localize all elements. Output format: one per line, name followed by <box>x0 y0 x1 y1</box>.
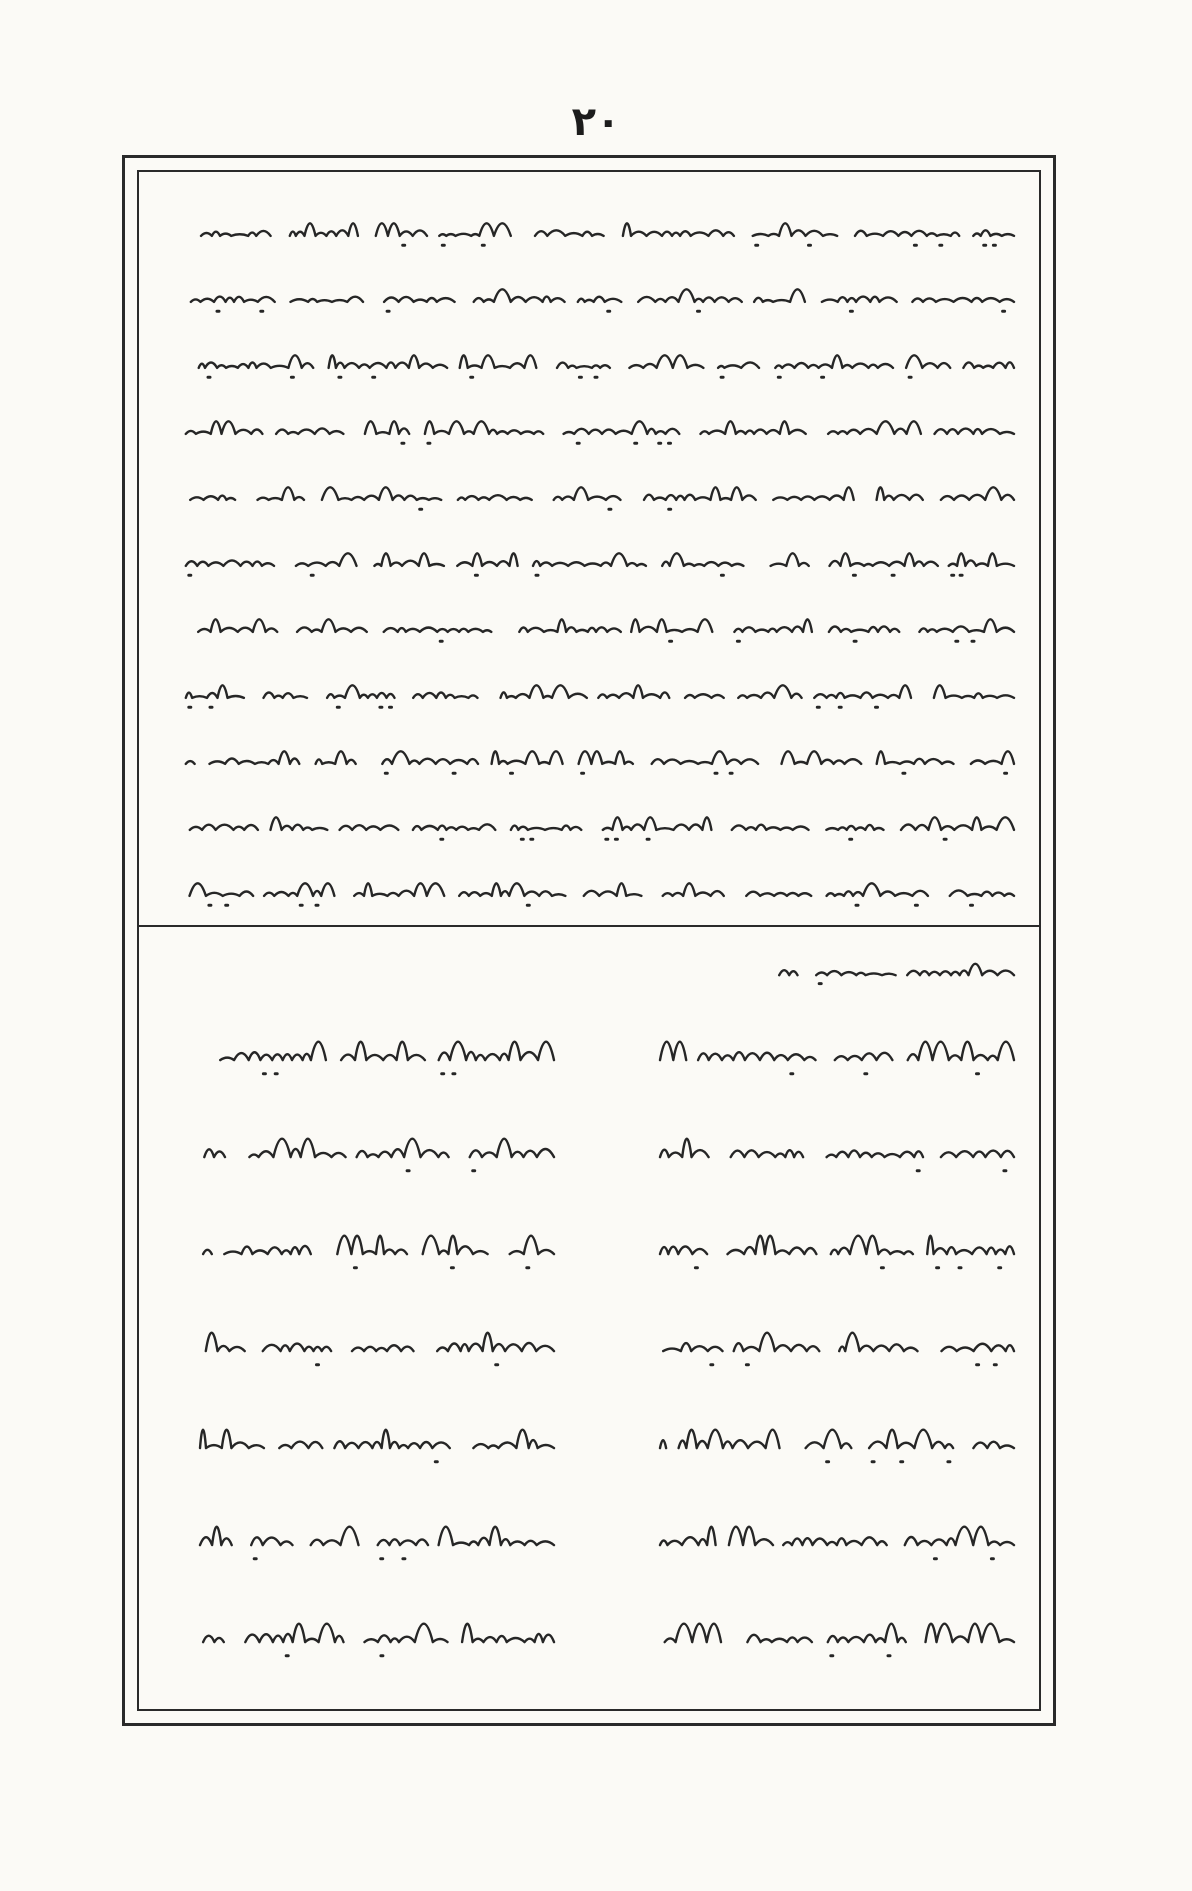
handwriting-icon <box>160 591 1020 657</box>
handwriting-icon <box>160 1485 560 1582</box>
handwriting-icon <box>620 1291 1020 1388</box>
handwriting-icon <box>160 327 1020 393</box>
main-text-line <box>160 327 1020 393</box>
footnote-urdu-line <box>160 1582 560 1679</box>
footnote-arabic-line <box>620 1000 1020 1097</box>
main-text-line <box>160 723 1020 789</box>
handwriting-icon <box>160 393 1020 459</box>
footnote-arabic-line <box>620 1291 1020 1388</box>
footnote-urdu-column <box>160 1000 560 1679</box>
footnote-heading <box>160 938 1020 998</box>
main-text-line <box>160 459 1020 525</box>
handwriting-icon <box>620 1485 1020 1582</box>
handwriting-icon <box>160 1097 560 1194</box>
footnote-arabic-line <box>620 1388 1020 1485</box>
handwriting-icon <box>620 1582 1020 1679</box>
main-text-block <box>160 195 1020 921</box>
footnote-urdu-line <box>160 1388 560 1485</box>
handwriting-icon <box>160 1194 560 1291</box>
main-text-line <box>160 393 1020 459</box>
footnote-arabic-line <box>620 1194 1020 1291</box>
handwriting-icon <box>160 459 1020 525</box>
main-text-line <box>160 525 1020 591</box>
handwriting-icon <box>160 1582 560 1679</box>
footnote-urdu-line <box>160 1000 560 1097</box>
handwriting-icon <box>620 1097 1020 1194</box>
handwriting-icon <box>160 657 1020 723</box>
handwriting-icon <box>620 1194 1020 1291</box>
main-text-line <box>160 789 1020 855</box>
handwriting-icon <box>620 1000 1020 1097</box>
page-number: ٢٠ <box>571 99 621 145</box>
handwriting-icon <box>160 1000 560 1097</box>
handwriting-icon <box>160 525 1020 591</box>
footnote-arabic-line <box>620 1097 1020 1194</box>
main-text-line <box>160 195 1020 261</box>
handwriting-icon <box>620 1388 1020 1485</box>
footnote-urdu-line <box>160 1194 560 1291</box>
main-text-line <box>160 591 1020 657</box>
handwriting-icon <box>160 789 1020 855</box>
footnote-arabic-line <box>620 1485 1020 1582</box>
handwriting-icon <box>160 938 1020 998</box>
handwriting-icon <box>160 1291 560 1388</box>
footnote-arabic-column <box>620 1000 1020 1679</box>
handwriting-icon <box>160 261 1020 327</box>
footnote-arabic-line <box>620 1582 1020 1679</box>
footnote-urdu-line <box>160 1097 560 1194</box>
main-text-line <box>160 261 1020 327</box>
footnote-urdu-line <box>160 1291 560 1388</box>
section-divider <box>139 925 1039 927</box>
footnote-urdu-line <box>160 1485 560 1582</box>
handwriting-icon <box>160 723 1020 789</box>
handwriting-icon <box>160 1388 560 1485</box>
main-text-line <box>160 657 1020 723</box>
main-text-line <box>160 855 1020 921</box>
handwriting-icon <box>160 855 1020 921</box>
handwriting-icon <box>160 195 1020 261</box>
